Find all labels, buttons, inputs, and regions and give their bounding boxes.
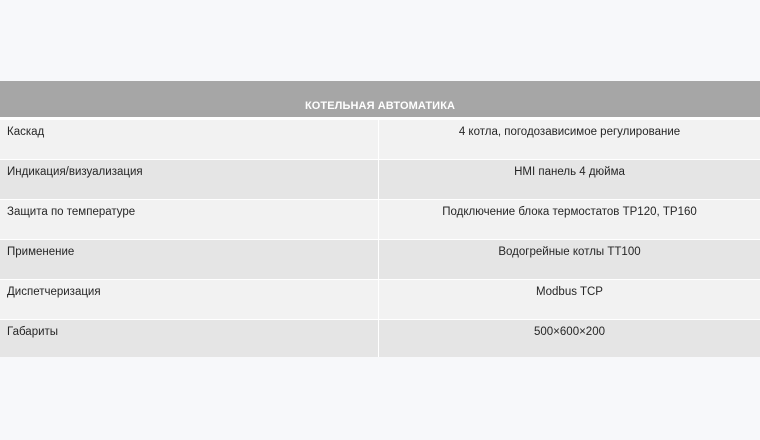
row-label: Применение — [0, 240, 379, 279]
table-row — [0, 160, 760, 200]
row-value: 4 котла, погодозависимое регулирование — [458, 126, 681, 138]
row-value: HMI панель 4 дюйма — [514, 166, 625, 178]
spec-table — [0, 81, 760, 357]
row-label: Габариты — [0, 320, 379, 357]
row-label: Диспетчеризация — [0, 280, 379, 319]
table-row — [0, 320, 760, 357]
table-row — [0, 120, 760, 160]
row-value: Modbus TCP — [536, 286, 603, 298]
row-value: Подключение блока термостатов ТР120, ТР160 — [442, 206, 697, 218]
table-row — [0, 280, 760, 320]
table-row — [0, 240, 760, 280]
table-title: КОТЕЛЬНАЯ АВТОМАТИКА — [0, 81, 760, 117]
row-value: 500×600×200 — [534, 326, 605, 338]
row-label: Защита по температуре — [0, 200, 379, 239]
row-label: Индикация/визуализация — [0, 160, 379, 199]
row-label: Каскад — [0, 120, 379, 159]
table-row — [0, 200, 760, 240]
row-value: Водогрейные котлы ТТ100 — [498, 246, 641, 258]
